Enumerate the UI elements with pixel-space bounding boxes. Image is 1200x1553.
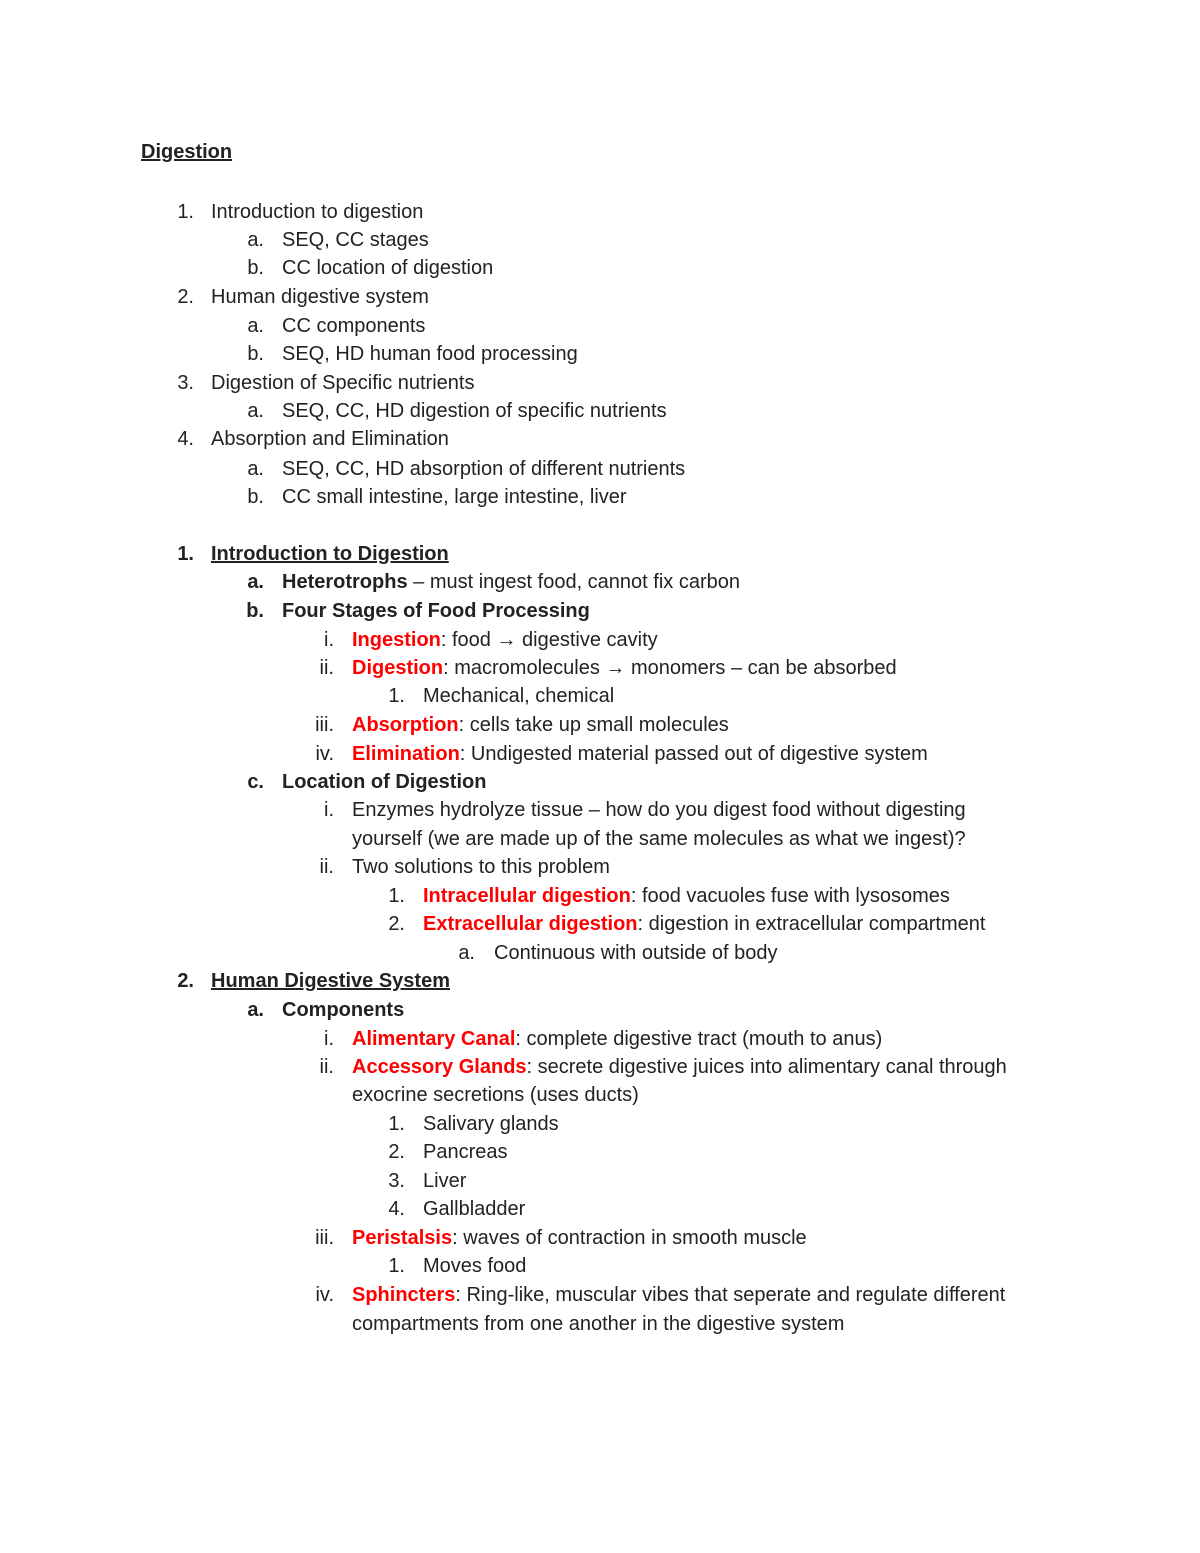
note-line: Two solutions to this problem <box>352 856 610 878</box>
list-marker: 3. <box>177 372 194 394</box>
key-term: Peristalsis <box>352 1227 453 1249</box>
note-line: exocrine secretions (uses ducts) <box>352 1084 639 1106</box>
note-line: Moves food <box>423 1255 527 1277</box>
list-marker: 1. <box>177 543 194 565</box>
note-line: compartments from one another in the digestive system <box>352 1313 845 1335</box>
list-marker: 1. <box>388 885 405 907</box>
note-line <box>352 712 729 738</box>
key-term: Extracellular digestion <box>423 913 638 935</box>
note-line: Gallbladder <box>423 1198 526 1220</box>
key-term: Ingestion <box>352 629 441 651</box>
list-marker: a. <box>458 942 475 964</box>
list-marker: 1. <box>388 1113 405 1135</box>
outline-subitem: CC location of digestion <box>282 257 494 279</box>
list-marker: a. <box>247 458 264 480</box>
note-line <box>352 1282 1005 1308</box>
note-line: Continuous with outside of body <box>494 942 778 964</box>
key-term: Absorption <box>352 714 459 736</box>
list-marker: i. <box>324 799 334 821</box>
outline-subitem: SEQ, CC, HD absorption of different nutrients <box>282 458 686 480</box>
definition: : macromolecules → monomers – can be absorbed <box>443 657 897 679</box>
note-line <box>352 741 928 767</box>
note-line: Mechanical, chemical <box>423 685 615 707</box>
list-marker: i. <box>324 629 334 651</box>
section-heading: Introduction to Digestion <box>211 543 449 565</box>
definition: : Undigested material passed out of digestive system <box>459 743 928 765</box>
page-title: Digestion <box>141 141 233 163</box>
list-marker: 2. <box>388 913 405 935</box>
note-line <box>282 569 740 595</box>
list-marker: 4. <box>177 428 194 450</box>
outline-item: Digestion of Specific nutrients <box>211 372 475 394</box>
list-marker: iv. <box>315 1284 334 1306</box>
list-marker: 3. <box>388 1170 405 1192</box>
list-marker: b. <box>247 486 264 508</box>
list-marker: 2. <box>177 286 194 308</box>
section-heading: Human Digestive System <box>211 970 450 992</box>
list-marker: 2. <box>388 1141 405 1163</box>
list-marker: 1. <box>388 685 405 707</box>
list-marker: ii. <box>319 1056 334 1078</box>
list-marker: 2. <box>177 970 194 992</box>
outline-subitem: CC components <box>282 315 426 337</box>
key-term: Accessory Glands <box>352 1056 527 1078</box>
list-marker: ii. <box>319 856 334 878</box>
note-line: Pancreas <box>423 1141 508 1163</box>
list-marker: 4. <box>388 1198 405 1220</box>
note-line <box>423 883 950 909</box>
definition: : cells take up small molecules <box>458 714 729 736</box>
note-line <box>352 1026 882 1052</box>
list-marker: a. <box>247 229 264 251</box>
key-term: Sphincters <box>352 1284 456 1306</box>
note-line <box>352 1225 807 1251</box>
note-line <box>423 911 985 937</box>
definition: : complete digestive tract (mouth to anus) <box>515 1028 883 1050</box>
list-marker: b. <box>247 343 264 365</box>
list-marker: a. <box>247 315 264 337</box>
definition: : waves of contraction in smooth muscle <box>452 1227 807 1249</box>
definition: : food vacuoles fuse with lysosomes <box>630 885 950 907</box>
key-term: Alimentary Canal <box>352 1028 516 1050</box>
subsection-heading: Four Stages of Food Processing <box>282 600 590 622</box>
list-marker: i. <box>324 1028 334 1050</box>
definition: : Ring-like, muscular vibes that seperate and regulate different <box>455 1284 1006 1306</box>
list-marker: 1. <box>388 1255 405 1277</box>
subsection-heading: Components <box>282 999 405 1021</box>
list-marker: iii. <box>315 1227 334 1249</box>
outline-item: Absorption and Elimination <box>211 428 449 450</box>
outline-subitem: SEQ, HD human food processing <box>282 343 578 365</box>
outline-item: Introduction to digestion <box>211 201 424 223</box>
list-marker: a. <box>247 999 264 1021</box>
definition: : secrete digestive juices into alimentary canal through <box>526 1056 1007 1078</box>
note-line: yourself (we are made up of the same molecules as what we ingest)? <box>352 828 966 850</box>
key-term: Elimination <box>352 743 460 765</box>
subsection-heading: Location of Digestion <box>282 771 487 793</box>
note-line <box>352 655 897 681</box>
definition: : food → digestive cavity <box>440 629 658 651</box>
list-marker: b. <box>247 257 264 279</box>
list-marker: a. <box>247 571 264 593</box>
definition: – must ingest food, cannot fix carbon <box>407 571 740 593</box>
list-marker: iii. <box>315 714 334 736</box>
list-marker: ii. <box>319 657 334 679</box>
outline-subitem: SEQ, CC, HD digestion of specific nutrients <box>282 400 667 422</box>
list-marker: a. <box>247 400 264 422</box>
outline-subitem: CC small intestine, large intestine, liver <box>282 486 627 508</box>
list-marker: c. <box>247 771 264 793</box>
note-line: Liver <box>423 1170 467 1192</box>
outline-item: Human digestive system <box>211 286 429 308</box>
note-line: Enzymes hydrolyze tissue – how do you digest food without digesting <box>352 799 966 821</box>
term: Heterotrophs <box>282 571 408 593</box>
key-term: Intracellular digestion <box>423 885 631 907</box>
note-line <box>352 1054 1007 1080</box>
note-line: Salivary glands <box>423 1113 559 1135</box>
definition: : digestion in extracellular compartment <box>637 913 986 935</box>
note-line <box>352 627 658 653</box>
outline-subitem: SEQ, CC stages <box>282 229 429 251</box>
key-term: Digestion <box>352 657 444 679</box>
list-marker: b. <box>246 600 264 622</box>
list-marker: 1. <box>177 201 194 223</box>
list-marker: iv. <box>315 743 334 765</box>
